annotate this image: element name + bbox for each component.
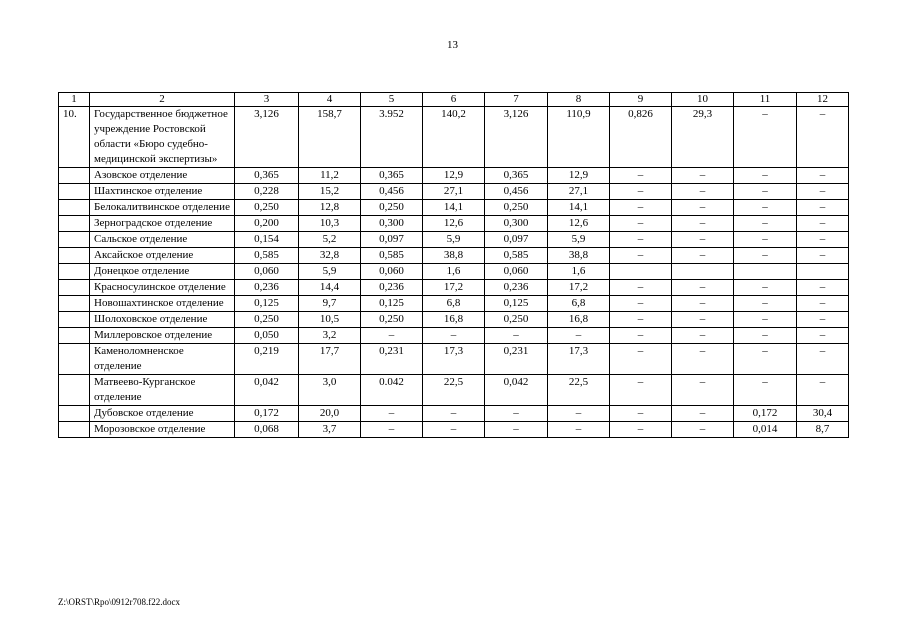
value-cell-c10: – [672,200,734,216]
value-cell-c10: – [672,184,734,200]
value-cell-c9: – [610,406,672,422]
row-number-cell [59,344,90,375]
value-cell-c3: 0,200 [235,216,299,232]
value-cell-c11: – [734,312,797,328]
value-cell-c7: 0,585 [485,248,548,264]
value-cell-c4: 9,7 [299,296,361,312]
column-header-11: 11 [734,93,797,107]
value-cell-c5: 3.952 [361,107,423,168]
value-cell-c5: 0,060 [361,264,423,280]
value-cell-c12: – [797,344,849,375]
value-cell-c7: 0,097 [485,232,548,248]
table-body [59,107,849,438]
value-cell-c6: 38,8 [423,248,485,264]
row-number-cell [59,168,90,184]
column-header-9: 9 [610,93,672,107]
value-cell-c9: – [610,422,672,438]
value-cell-c9: 0,826 [610,107,672,168]
row-number-cell: 10. [59,107,90,168]
value-cell-c11: – [734,248,797,264]
value-cell-c8: 12,9 [548,168,610,184]
value-cell-c4: 5,2 [299,232,361,248]
value-cell-c7: 0,300 [485,216,548,232]
value-cell-c5: 0,236 [361,280,423,296]
row-number-cell [59,264,90,280]
row-number-cell [59,248,90,264]
row-number-cell [59,216,90,232]
value-cell-c6: 22,5 [423,375,485,406]
value-cell-c4: 32,8 [299,248,361,264]
value-cell-c6: – [423,406,485,422]
table-row [59,264,849,280]
value-cell-c4: 3,0 [299,375,361,406]
department-name-cell: Матвеево-Курганское отделение [90,375,235,406]
department-name-cell: Шолоховское отделение [90,312,235,328]
table-row [59,107,849,168]
value-cell-c8: 22,5 [548,375,610,406]
row-number-cell [59,232,90,248]
value-cell-c7: 0,236 [485,280,548,296]
value-cell-c4: 10,3 [299,216,361,232]
department-name-cell: Новошахтинское отделение [90,296,235,312]
value-cell-c3: 3,126 [235,107,299,168]
table-row [59,232,849,248]
value-cell-c4: 3,7 [299,422,361,438]
value-cell-c3: 0,125 [235,296,299,312]
value-cell-c9: – [610,328,672,344]
department-name-cell: Дубовское отделение [90,406,235,422]
value-cell-c12: – [797,296,849,312]
value-cell-c9: – [610,344,672,375]
department-name-cell: Аксайское отделение [90,248,235,264]
value-cell-c8: 6,8 [548,296,610,312]
value-cell-c11: – [734,344,797,375]
value-cell-c9: – [610,200,672,216]
value-cell-c4: 15,2 [299,184,361,200]
row-number-cell [59,296,90,312]
value-cell-c9 [610,264,672,280]
value-cell-c3: 0,042 [235,375,299,406]
value-cell-c4: 12,8 [299,200,361,216]
value-cell-c12: – [797,200,849,216]
value-cell-c9: – [610,296,672,312]
value-cell-c11: 0,014 [734,422,797,438]
value-cell-c7: 3,126 [485,107,548,168]
value-cell-c4: 10,5 [299,312,361,328]
value-cell-c4: 3,2 [299,328,361,344]
department-name-cell: Шахтинское отделение [90,184,235,200]
value-cell-c9: – [610,168,672,184]
value-cell-c12: 30,4 [797,406,849,422]
value-cell-c6: 17,2 [423,280,485,296]
value-cell-c7: – [485,422,548,438]
value-cell-c4: 17,7 [299,344,361,375]
column-header-2: 2 [90,93,235,107]
value-cell-c9: – [610,216,672,232]
value-cell-c8: 110,9 [548,107,610,168]
value-cell-c12: 8,7 [797,422,849,438]
column-header-8: 8 [548,93,610,107]
value-cell-c10: – [672,232,734,248]
value-cell-c8: 16,8 [548,312,610,328]
table-row [59,375,849,406]
value-cell-c10: – [672,248,734,264]
column-header-1: 1 [59,93,90,107]
value-cell-c6: – [423,328,485,344]
value-cell-c10: – [672,344,734,375]
value-cell-c12: – [797,280,849,296]
department-name-cell: Зерноградское отделение [90,216,235,232]
value-cell-c10: – [672,296,734,312]
value-cell-c6: 5,9 [423,232,485,248]
value-cell-c11: – [734,184,797,200]
value-cell-c3: 0,068 [235,422,299,438]
value-cell-c11: – [734,280,797,296]
value-cell-c7: – [485,406,548,422]
row-number-cell [59,200,90,216]
header-row [59,93,849,107]
value-cell-c6: 27,1 [423,184,485,200]
department-name-cell: Морозовское отделение [90,422,235,438]
department-name-cell: Белокалитвинское отделение [90,200,235,216]
table-row [59,216,849,232]
value-cell-c11: – [734,375,797,406]
column-header-4: 4 [299,93,361,107]
value-cell-c8: 27,1 [548,184,610,200]
data-table [58,92,849,438]
value-cell-c12: – [797,107,849,168]
value-cell-c7: 0,060 [485,264,548,280]
table-row [59,184,849,200]
value-cell-c6: 1,6 [423,264,485,280]
department-name-cell: Сальское отделение [90,232,235,248]
value-cell-c12 [797,264,849,280]
page-number: 13 [447,39,458,51]
value-cell-c8: 12,6 [548,216,610,232]
column-header-12: 12 [797,93,849,107]
value-cell-c10: – [672,406,734,422]
value-cell-c11: – [734,216,797,232]
value-cell-c5: – [361,422,423,438]
value-cell-c10: – [672,168,734,184]
value-cell-c8: 17,3 [548,344,610,375]
value-cell-c12: – [797,375,849,406]
file-path-footer: Z:\ORST\Rpo\0912r708.f22.docx [58,597,180,607]
value-cell-c6: 6,8 [423,296,485,312]
value-cell-c7: 0,125 [485,296,548,312]
value-cell-c5: 0,250 [361,312,423,328]
table-row [59,406,849,422]
row-number-cell [59,328,90,344]
value-cell-c6: – [423,422,485,438]
table-row [59,422,849,438]
table-row [59,200,849,216]
value-cell-c5: 0,097 [361,232,423,248]
value-cell-c4: 158,7 [299,107,361,168]
data-table-container [58,92,848,438]
value-cell-c12: – [797,328,849,344]
value-cell-c12: – [797,312,849,328]
value-cell-c8: – [548,406,610,422]
value-cell-c3: 0,050 [235,328,299,344]
value-cell-c11: – [734,107,797,168]
value-cell-c11: – [734,328,797,344]
value-cell-c3: 0,060 [235,264,299,280]
value-cell-c10: – [672,328,734,344]
value-cell-c11: – [734,232,797,248]
value-cell-c6: 14,1 [423,200,485,216]
value-cell-c11: – [734,200,797,216]
value-cell-c11: – [734,168,797,184]
value-cell-c10: 29,3 [672,107,734,168]
value-cell-c5: 0,585 [361,248,423,264]
value-cell-c8: – [548,328,610,344]
value-cell-c8: 14,1 [548,200,610,216]
value-cell-c10: – [672,312,734,328]
table-row [59,328,849,344]
row-number-cell [59,280,90,296]
value-cell-c11: 0,172 [734,406,797,422]
value-cell-c3: 0,219 [235,344,299,375]
value-cell-c3: 0,154 [235,232,299,248]
row-number-cell [59,375,90,406]
value-cell-c7: 0,042 [485,375,548,406]
value-cell-c9: – [610,184,672,200]
table-row [59,344,849,375]
value-cell-c3: 0,250 [235,200,299,216]
department-name-cell: Государственное бюджетное учреждение Ростовской области «Бюро судебно-медицинской экспертизы» [90,107,235,168]
table-row [59,296,849,312]
value-cell-c3: 0,365 [235,168,299,184]
value-cell-c10: – [672,375,734,406]
value-cell-c5: 0,125 [361,296,423,312]
value-cell-c12: – [797,248,849,264]
value-cell-c9: – [610,248,672,264]
value-cell-c6: 12,6 [423,216,485,232]
value-cell-c9: – [610,280,672,296]
value-cell-c7: 0,250 [485,312,548,328]
value-cell-c12: – [797,184,849,200]
table-row [59,312,849,328]
value-cell-c5: 0,300 [361,216,423,232]
column-header-5: 5 [361,93,423,107]
department-name-cell: Каменоломненское отделение [90,344,235,375]
value-cell-c10: – [672,216,734,232]
column-header-6: 6 [423,93,485,107]
department-name-cell: Азовское отделение [90,168,235,184]
value-cell-c8: – [548,422,610,438]
value-cell-c8: 38,8 [548,248,610,264]
table-row [59,168,849,184]
value-cell-c7: 0,250 [485,200,548,216]
table-row [59,248,849,264]
row-number-cell [59,422,90,438]
value-cell-c8: 1,6 [548,264,610,280]
department-name-cell: Донецкое отделение [90,264,235,280]
value-cell-c9: – [610,375,672,406]
value-cell-c7: – [485,328,548,344]
value-cell-c12: – [797,168,849,184]
value-cell-c6: 16,8 [423,312,485,328]
column-header-10: 10 [672,93,734,107]
value-cell-c6: 12,9 [423,168,485,184]
value-cell-c4: 14,4 [299,280,361,296]
value-cell-c4: 5,9 [299,264,361,280]
row-number-cell [59,312,90,328]
value-cell-c7: 0,456 [485,184,548,200]
column-header-3: 3 [235,93,299,107]
value-cell-c8: 5,9 [548,232,610,248]
value-cell-c10: – [672,280,734,296]
value-cell-c6: 17,3 [423,344,485,375]
value-cell-c5: 0,250 [361,200,423,216]
value-cell-c9: – [610,232,672,248]
value-cell-c4: 11,2 [299,168,361,184]
value-cell-c3: 0,172 [235,406,299,422]
value-cell-c6: 140,2 [423,107,485,168]
value-cell-c5: 0,365 [361,168,423,184]
value-cell-c5: 0,231 [361,344,423,375]
value-cell-c3: 0,585 [235,248,299,264]
value-cell-c4: 20,0 [299,406,361,422]
value-cell-c7: 0,231 [485,344,548,375]
department-name-cell: Красносулинское отделение [90,280,235,296]
value-cell-c7: 0,365 [485,168,548,184]
value-cell-c3: 0,236 [235,280,299,296]
value-cell-c10 [672,264,734,280]
value-cell-c9: – [610,312,672,328]
row-number-cell [59,406,90,422]
department-name-cell: Миллеровское отделение [90,328,235,344]
value-cell-c5: 0,456 [361,184,423,200]
value-cell-c5: 0.042 [361,375,423,406]
value-cell-c10: – [672,422,734,438]
table-row [59,280,849,296]
value-cell-c12: – [797,216,849,232]
value-cell-c11 [734,264,797,280]
value-cell-c11: – [734,296,797,312]
value-cell-c8: 17,2 [548,280,610,296]
column-header-7: 7 [485,93,548,107]
value-cell-c5: – [361,406,423,422]
value-cell-c3: 0,250 [235,312,299,328]
value-cell-c3: 0,228 [235,184,299,200]
value-cell-c5: – [361,328,423,344]
row-number-cell [59,184,90,200]
value-cell-c12: – [797,232,849,248]
